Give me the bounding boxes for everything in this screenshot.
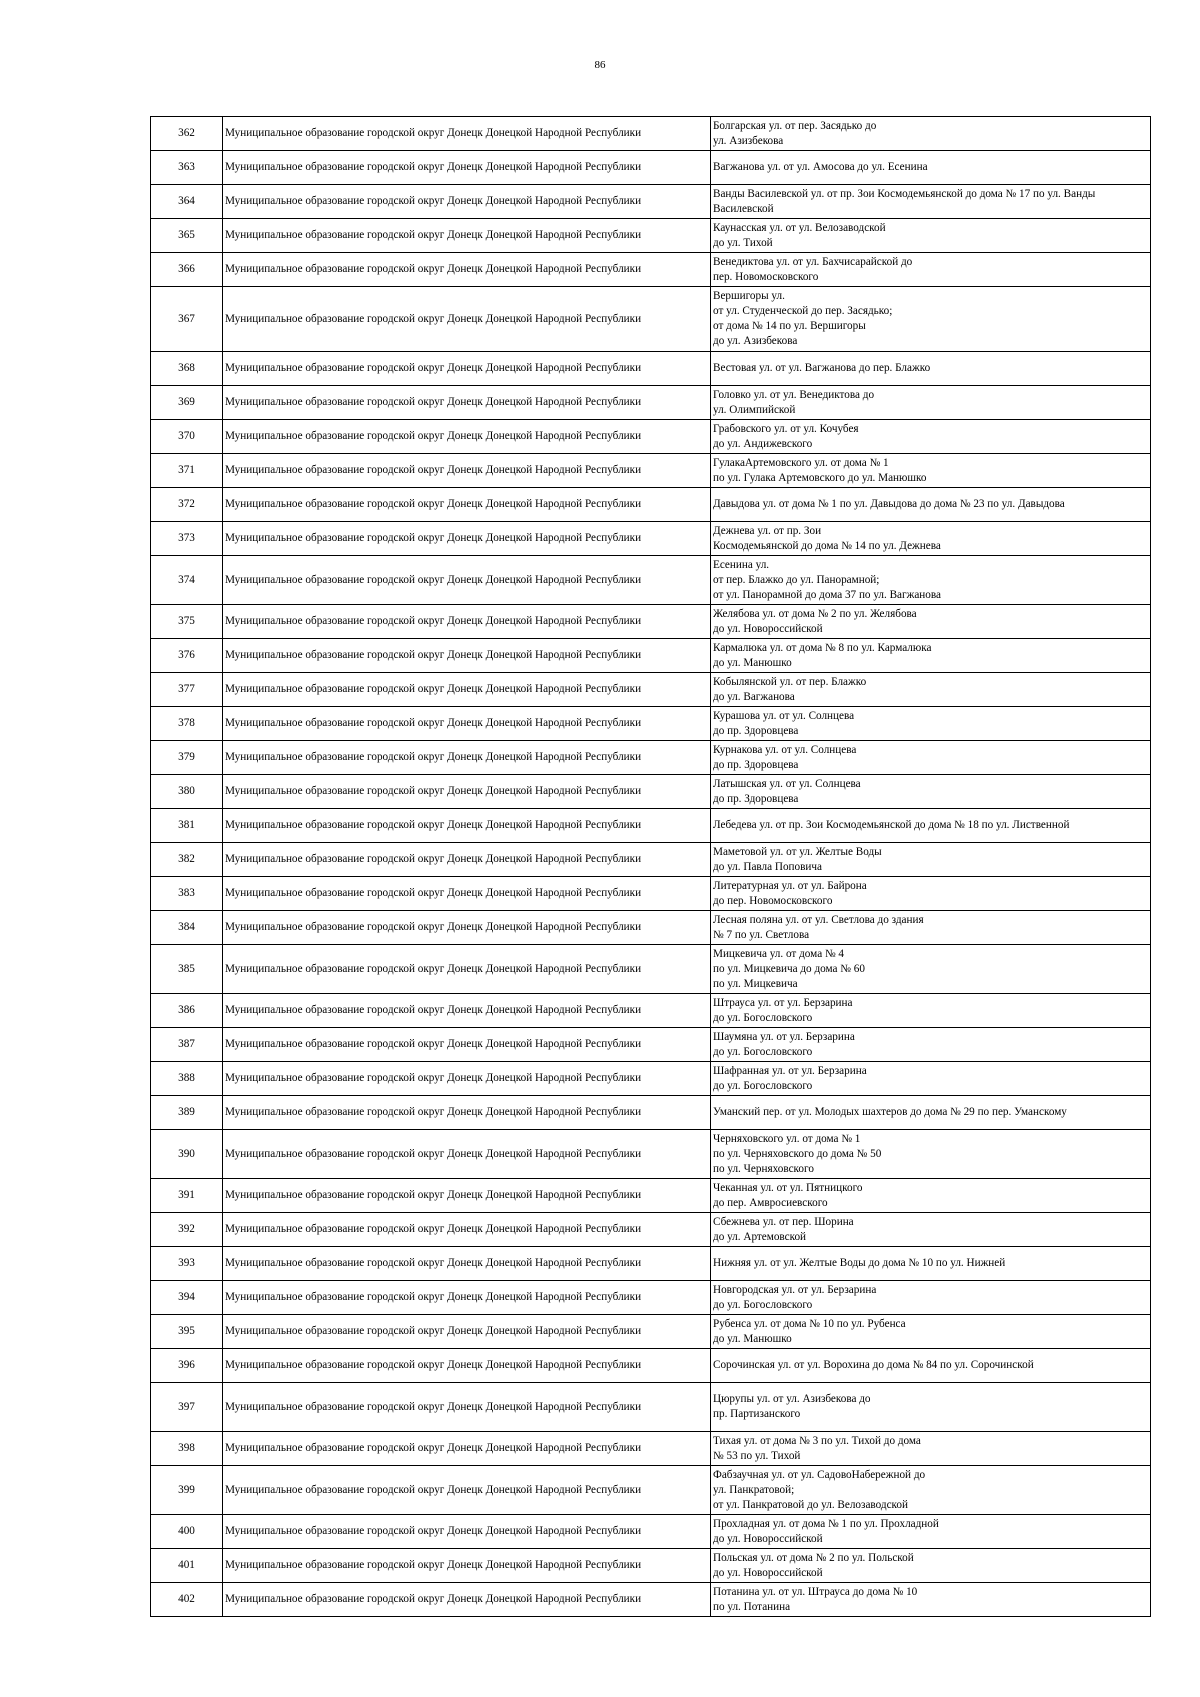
table-row: [151, 117, 1151, 151]
streets-cell: ГулакаАртемовского ул. от дома № 1 по ул. Гулака Артемовского до ул. Манюшко: [711, 454, 1151, 488]
streets-cell: Цюрупы ул. от ул. Азизбекова до пр. Партизанского: [711, 1383, 1151, 1432]
table-row: [151, 945, 1151, 994]
streets-cell: Шаумяна ул. от ул. Берзарина до ул. Богословского: [711, 1028, 1151, 1062]
table-row: [151, 911, 1151, 945]
table-row: [151, 420, 1151, 454]
row-number: 392: [151, 1213, 223, 1247]
row-number: 369: [151, 386, 223, 420]
table-row: [151, 1028, 1151, 1062]
table-row: [151, 1315, 1151, 1349]
streets-cell: Шафранная ул. от ул. Берзарина до ул. Богословского: [711, 1062, 1151, 1096]
municipality-cell: Муниципальное образование городской округ Донецк Донецкой Народной Республики: [223, 877, 711, 911]
row-number: 396: [151, 1349, 223, 1383]
streets-cell: Рубенса ул. от дома № 10 по ул. Рубенса до ул. Манюшко: [711, 1315, 1151, 1349]
streets-cell: Польская ул. от дома № 2 по ул. Польской до ул. Новороссийской: [711, 1549, 1151, 1583]
table-row: [151, 556, 1151, 605]
table-row: [151, 877, 1151, 911]
table-row: [151, 1062, 1151, 1096]
municipality-cell: Муниципальное образование городской округ Донецк Донецкой Народной Республики: [223, 843, 711, 877]
row-number: 375: [151, 605, 223, 639]
streets-cell: Давыдова ул. от дома № 1 по ул. Давыдова до дома № 23 по ул. Давыдова: [711, 488, 1151, 522]
municipality-cell: Муниципальное образование городской округ Донецк Донецкой Народной Республики: [223, 945, 711, 994]
row-number: 395: [151, 1315, 223, 1349]
row-number: 401: [151, 1549, 223, 1583]
table-row: [151, 488, 1151, 522]
streets-cell: Штрауса ул. от ул. Берзарина до ул. Богословского: [711, 994, 1151, 1028]
municipality-cell: Муниципальное образование городской округ Донецк Донецкой Народной Республики: [223, 219, 711, 253]
municipality-cell: Муниципальное образование городской округ Донецк Донецкой Народной Республики: [223, 1349, 711, 1383]
streets-table: [150, 116, 1151, 1617]
streets-cell: Вершигоры ул. от ул. Студенческой до пер. Засядько; от дома № 14 по ул. Вершигоры до ул. Азизбекова: [711, 287, 1151, 352]
row-number: 380: [151, 775, 223, 809]
streets-cell: Грабовского ул. от ул. Кочубея до ул. Андижевского: [711, 420, 1151, 454]
municipality-cell: Муниципальное образование городской округ Донецк Донецкой Народной Республики: [223, 1281, 711, 1315]
table-row: [151, 775, 1151, 809]
municipality-cell: Муниципальное образование городской округ Донецк Донецкой Народной Республики: [223, 488, 711, 522]
streets-cell: Фабзаучная ул. от ул. СадовоНабережной до ул. Панкратовой; от ул. Панкратовой до ул. Велозаводской: [711, 1466, 1151, 1515]
municipality-cell: Муниципальное образование городской округ Донецк Донецкой Народной Республики: [223, 287, 711, 352]
row-number: 367: [151, 287, 223, 352]
municipality-cell: Муниципальное образование городской округ Донецк Донецкой Народной Республики: [223, 741, 711, 775]
municipality-cell: Муниципальное образование городской округ Донецк Донецкой Народной Республики: [223, 556, 711, 605]
municipality-cell: Муниципальное образование городской округ Донецк Донецкой Народной Республики: [223, 1549, 711, 1583]
municipality-cell: Муниципальное образование городской округ Донецк Донецкой Народной Республики: [223, 253, 711, 287]
row-number: 383: [151, 877, 223, 911]
streets-cell: Есенина ул. от пер. Блажко до ул. Панорамной; от ул. Панорамной до дома 37 по ул. Вагжанова: [711, 556, 1151, 605]
row-number: 397: [151, 1383, 223, 1432]
row-number: 364: [151, 185, 223, 219]
streets-cell: Кармалюка ул. от дома № 8 по ул. Кармалюка до ул. Манюшко: [711, 639, 1151, 673]
streets-cell: Латышская ул. от ул. Солнцева до пр. Здоровцева: [711, 775, 1151, 809]
table-row: [151, 1213, 1151, 1247]
row-number: 363: [151, 151, 223, 185]
streets-cell: Уманский пер. от ул. Молодых шахтеров до дома № 29 по пер. Уманскому: [711, 1096, 1151, 1130]
table-row: [151, 1432, 1151, 1466]
table-row: [151, 639, 1151, 673]
row-number: 387: [151, 1028, 223, 1062]
streets-cell: Желябова ул. от дома № 2 по ул. Желябова до ул. Новороссийской: [711, 605, 1151, 639]
streets-cell: Ванды Василевской ул. от пр. Зои Космодемьянской до дома № 17 по ул. Ванды Василевской: [711, 185, 1151, 219]
table-row: [151, 1130, 1151, 1179]
municipality-cell: Муниципальное образование городской округ Донецк Донецкой Народной Республики: [223, 1096, 711, 1130]
municipality-cell: Муниципальное образование городской округ Донецк Донецкой Народной Республики: [223, 673, 711, 707]
table-row: [151, 1096, 1151, 1130]
streets-cell: Курашова ул. от ул. Солнцева до пр. Здоровцева: [711, 707, 1151, 741]
row-number: 373: [151, 522, 223, 556]
municipality-cell: Муниципальное образование городской округ Донецк Донецкой Народной Республики: [223, 639, 711, 673]
table-row: [151, 1349, 1151, 1383]
table-row: [151, 454, 1151, 488]
municipality-cell: Муниципальное образование городской округ Донецк Донецкой Народной Республики: [223, 775, 711, 809]
table-row: [151, 673, 1151, 707]
row-number: 368: [151, 352, 223, 386]
municipality-cell: Муниципальное образование городской округ Донецк Донецкой Народной Республики: [223, 1315, 711, 1349]
streets-cell: Сбежнева ул. от пер. Шорина до ул. Артемовской: [711, 1213, 1151, 1247]
streets-cell: Вагжанова ул. от ул. Амосова до ул. Есенина: [711, 151, 1151, 185]
municipality-cell: Муниципальное образование городской округ Донецк Донецкой Народной Республики: [223, 1515, 711, 1549]
row-number: 365: [151, 219, 223, 253]
municipality-cell: Муниципальное образование городской округ Донецк Донецкой Народной Республики: [223, 707, 711, 741]
municipality-cell: Муниципальное образование городской округ Донецк Донецкой Народной Республики: [223, 420, 711, 454]
table-row: [151, 707, 1151, 741]
table-body: [151, 117, 1151, 1617]
row-number: 391: [151, 1179, 223, 1213]
table-row: [151, 1179, 1151, 1213]
table-row: [151, 1247, 1151, 1281]
table-row: [151, 1466, 1151, 1515]
municipality-cell: Муниципальное образование городской округ Донецк Донецкой Народной Республики: [223, 522, 711, 556]
streets-cell: Черняховского ул. от дома № 1 по ул. Черняховского до дома № 50 по ул. Черняховского: [711, 1130, 1151, 1179]
municipality-cell: Муниципальное образование городской округ Донецк Донецкой Народной Республики: [223, 1432, 711, 1466]
streets-cell: Потанина ул. от ул. Штрауса до дома № 10 по ул. Потанина: [711, 1583, 1151, 1617]
streets-cell: Лесная поляна ул. от ул. Светлова до здания № 7 по ул. Светлова: [711, 911, 1151, 945]
streets-cell: Болгарская ул. от пер. Засядько до ул. Азизбекова: [711, 117, 1151, 151]
streets-cell: Нижняя ул. от ул. Желтые Воды до дома № 10 по ул. Нижней: [711, 1247, 1151, 1281]
municipality-cell: Муниципальное образование городской округ Донецк Донецкой Народной Республики: [223, 911, 711, 945]
municipality-cell: Муниципальное образование городской округ Донецк Донецкой Народной Республики: [223, 809, 711, 843]
page-number: 86: [594, 59, 606, 71]
streets-cell: Курнакова ул. от ул. Солнцева до пр. Здоровцева: [711, 741, 1151, 775]
municipality-cell: Муниципальное образование городской округ Донецк Донецкой Народной Республики: [223, 1130, 711, 1179]
row-number: 382: [151, 843, 223, 877]
table-row: [151, 843, 1151, 877]
municipality-cell: Муниципальное образование городской округ Донецк Донецкой Народной Республики: [223, 1466, 711, 1515]
row-number: 379: [151, 741, 223, 775]
row-number: 366: [151, 253, 223, 287]
municipality-cell: Муниципальное образование городской округ Донецк Донецкой Народной Республики: [223, 994, 711, 1028]
table-row: [151, 219, 1151, 253]
streets-cell: Лебедева ул. от пр. Зои Космодемьянской до дома № 18 по ул. Лиственной: [711, 809, 1151, 843]
table-row: [151, 741, 1151, 775]
table-row: [151, 1383, 1151, 1432]
row-number: 402: [151, 1583, 223, 1617]
row-number: 362: [151, 117, 223, 151]
row-number: 384: [151, 911, 223, 945]
municipality-cell: Муниципальное образование городской округ Донецк Донецкой Народной Республики: [223, 185, 711, 219]
municipality-cell: Муниципальное образование городской округ Донецк Донецкой Народной Республики: [223, 1062, 711, 1096]
table-row: [151, 1583, 1151, 1617]
streets-cell: Прохладная ул. от дома № 1 по ул. Прохладной до ул. Новороссийской: [711, 1515, 1151, 1549]
table-row: [151, 287, 1151, 352]
row-number: 398: [151, 1432, 223, 1466]
municipality-cell: Муниципальное образование городской округ Донецк Донецкой Народной Республики: [223, 386, 711, 420]
row-number: 400: [151, 1515, 223, 1549]
table-row: [151, 253, 1151, 287]
row-number: 371: [151, 454, 223, 488]
row-number: 376: [151, 639, 223, 673]
table-row: [151, 1549, 1151, 1583]
streets-cell: Венедиктова ул. от ул. Бахчисарайской до пер. Новомосковского: [711, 253, 1151, 287]
row-number: 377: [151, 673, 223, 707]
streets-cell: Литературная ул. от ул. Байрона до пер. Новомосковского: [711, 877, 1151, 911]
table-row: [151, 994, 1151, 1028]
streets-cell: Головко ул. от ул. Венедиктова до ул. Олимпийской: [711, 386, 1151, 420]
municipality-cell: Муниципальное образование городской округ Донецк Донецкой Народной Республики: [223, 1179, 711, 1213]
row-number: 388: [151, 1062, 223, 1096]
table-row: [151, 522, 1151, 556]
row-number: 378: [151, 707, 223, 741]
streets-cell: Новгородская ул. от ул. Берзарина до ул. Богословского: [711, 1281, 1151, 1315]
row-number: 394: [151, 1281, 223, 1315]
streets-cell: Тихая ул. от дома № 3 по ул. Тихой до дома № 53 по ул. Тихой: [711, 1432, 1151, 1466]
municipality-cell: Муниципальное образование городской округ Донецк Донецкой Народной Республики: [223, 454, 711, 488]
row-number: 393: [151, 1247, 223, 1281]
table-row: [151, 605, 1151, 639]
row-number: 399: [151, 1466, 223, 1515]
row-number: 389: [151, 1096, 223, 1130]
table-row: [151, 809, 1151, 843]
municipality-cell: Муниципальное образование городской округ Донецк Донецкой Народной Республики: [223, 352, 711, 386]
municipality-cell: Муниципальное образование городской округ Донецк Донецкой Народной Республики: [223, 151, 711, 185]
municipality-cell: Муниципальное образование городской округ Донецк Донецкой Народной Республики: [223, 1247, 711, 1281]
table-row: [151, 1281, 1151, 1315]
table-row: [151, 352, 1151, 386]
municipality-cell: Муниципальное образование городской округ Донецк Донецкой Народной Республики: [223, 1028, 711, 1062]
streets-cell: Чеканная ул. от ул. Пятницкого до пер. Амвросиевского: [711, 1179, 1151, 1213]
row-number: 370: [151, 420, 223, 454]
streets-cell: Кобылянской ул. от пер. Блажко до ул. Вагжанова: [711, 673, 1151, 707]
row-number: 390: [151, 1130, 223, 1179]
streets-cell: Каунасская ул. от ул. Велозаводской до ул. Тихой: [711, 219, 1151, 253]
table-row: [151, 151, 1151, 185]
municipality-cell: Муниципальное образование городской округ Донецк Донецкой Народной Республики: [223, 1213, 711, 1247]
municipality-cell: Муниципальное образование городской округ Донецк Донецкой Народной Республики: [223, 1583, 711, 1617]
streets-cell: Дежнева ул. от пр. Зои Космодемьянской до дома № 14 по ул. Дежнева: [711, 522, 1151, 556]
row-number: 374: [151, 556, 223, 605]
table-row: [151, 185, 1151, 219]
municipality-cell: Муниципальное образование городской округ Донецк Донецкой Народной Республики: [223, 1383, 711, 1432]
streets-cell: Сорочинская ул. от ул. Ворохина до дома № 84 по ул. Сорочинской: [711, 1349, 1151, 1383]
streets-cell: Вестовая ул. от ул. Вагжанова до пер. Блажко: [711, 352, 1151, 386]
row-number: 385: [151, 945, 223, 994]
streets-cell: Маметовой ул. от ул. Желтые Воды до ул. Павла Поповича: [711, 843, 1151, 877]
streets-cell: Мицкевича ул. от дома № 4 по ул. Мицкевича до дома № 60 по ул. Мицкевича: [711, 945, 1151, 994]
table-row: [151, 1515, 1151, 1549]
table-row: [151, 386, 1151, 420]
municipality-cell: Муниципальное образование городской округ Донецк Донецкой Народной Республики: [223, 605, 711, 639]
row-number: 372: [151, 488, 223, 522]
row-number: 386: [151, 994, 223, 1028]
row-number: 381: [151, 809, 223, 843]
municipality-cell: Муниципальное образование городской округ Донецк Донецкой Народной Республики: [223, 117, 711, 151]
